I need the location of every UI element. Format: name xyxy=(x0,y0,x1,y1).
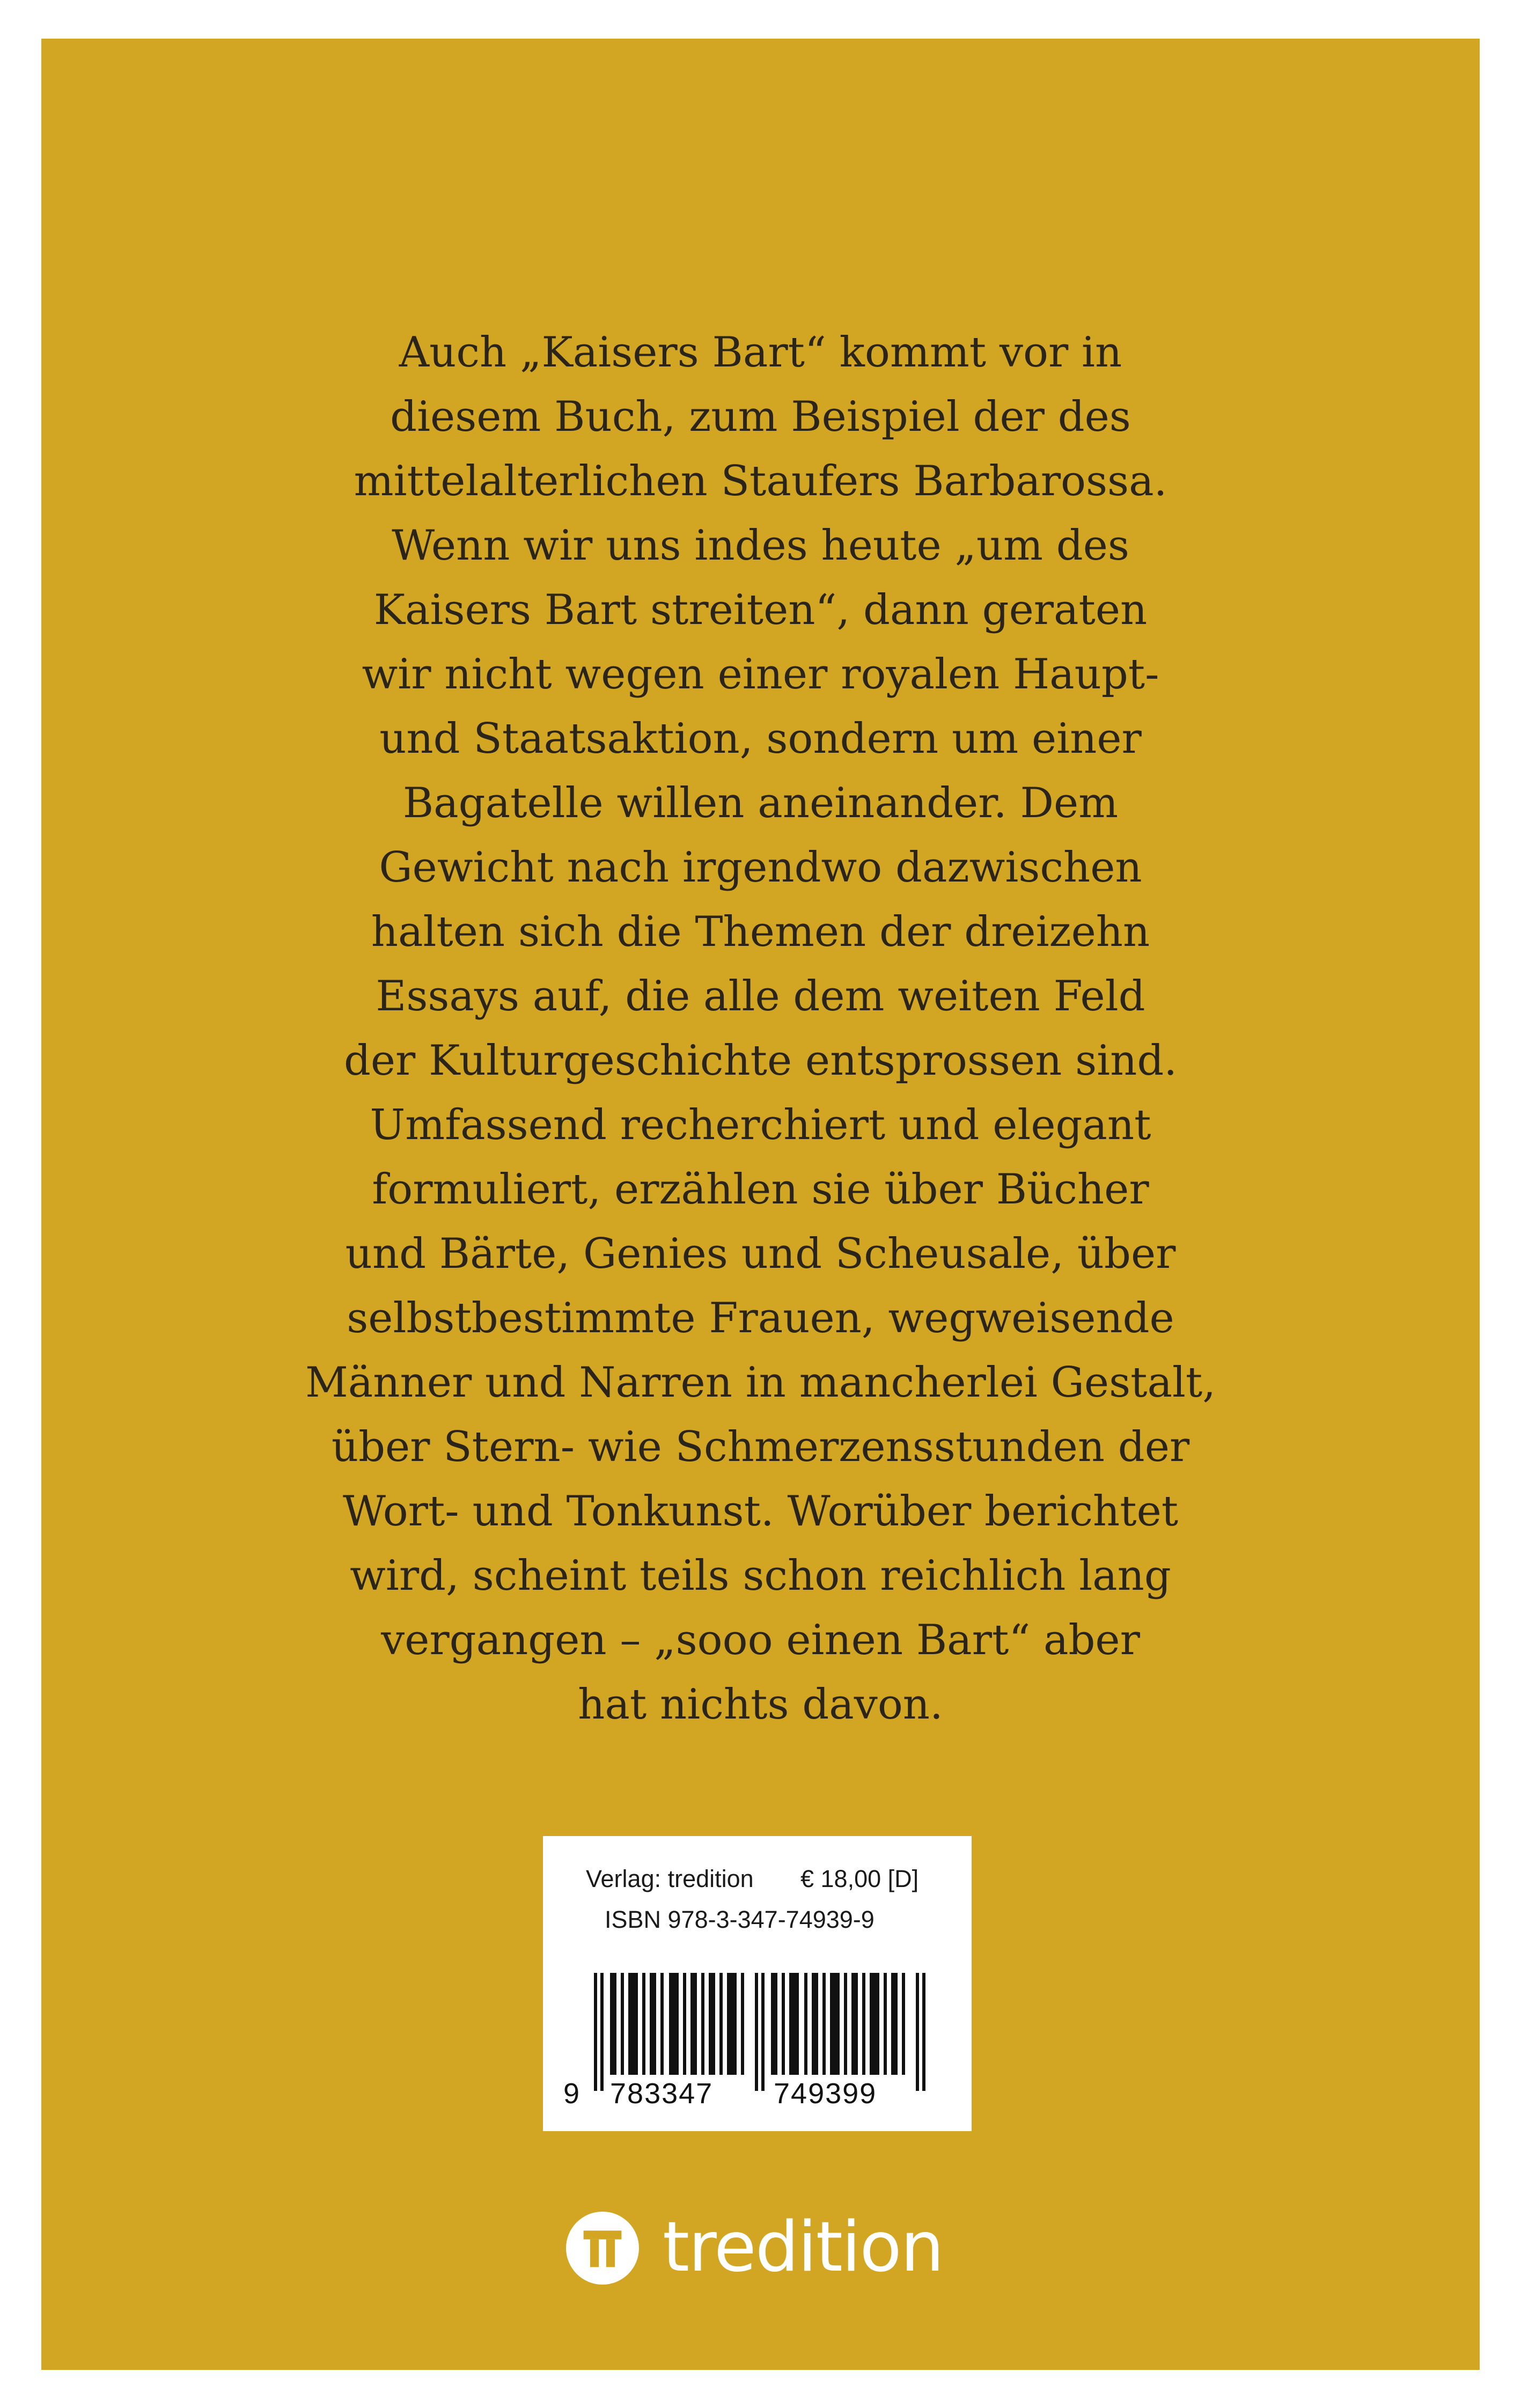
barcode-guard-bar xyxy=(594,1973,597,2091)
blurb-line: und Bärte, Genies und Scheusale, über xyxy=(345,1230,1176,1278)
barcode-bars xyxy=(594,1973,937,2091)
barcode-bar xyxy=(690,1973,697,2075)
barcode-bar xyxy=(683,1973,686,2075)
barcode-bar xyxy=(789,1973,799,2075)
barcode-bar xyxy=(642,1973,645,2075)
blurb-line: wird, scheint teils schon reichlich lang xyxy=(350,1552,1171,1600)
barcode-bar xyxy=(650,1973,656,2075)
isbn-text: ISBN 978-3-347-74939-9 xyxy=(605,1906,875,1933)
barcode-bar xyxy=(782,1973,785,2075)
barcode-bar xyxy=(610,1973,616,2075)
blurb-line: halten sich die Themen der dreizehn xyxy=(371,908,1150,956)
blurb-line: Bagatelle willen aneinander. Dem xyxy=(402,779,1119,827)
blurb-line: Essays auf, die alle dem weiten Feld xyxy=(376,972,1145,1021)
tredition-wordmark: tredition xyxy=(663,2207,943,2287)
barcode-guard-bar xyxy=(761,1973,765,2091)
blurb-line: hat nichts davon. xyxy=(578,1680,943,1729)
blurb-line: Wenn wir uns indes heute „um des xyxy=(392,522,1129,570)
barcode-digits-left: 783347 xyxy=(610,2077,714,2110)
blurb-line: und Staatsaktion, sondern um einer xyxy=(379,715,1142,763)
blurb-line: selbstbestimmte Frauen, wegweisende xyxy=(347,1294,1174,1342)
blurb-line: Umfassend recherchiert und elegant xyxy=(370,1101,1151,1149)
blurb-line: Kaisers Bart streiten“, dann geraten xyxy=(373,586,1148,634)
publisher-text: Verlag: tredition xyxy=(586,1865,754,1892)
blurb-line: mittelalterlichen Staufers Barbarossa. xyxy=(354,457,1167,505)
barcode-label xyxy=(543,1836,972,2131)
barcode-bar xyxy=(902,1973,905,2075)
barcode-guard-bar xyxy=(916,1973,919,2091)
blurb-line: diesem Buch, zum Beispiel der des xyxy=(390,393,1131,441)
barcode-bar xyxy=(709,1973,715,2075)
barcode-bar xyxy=(741,1973,744,2075)
barcode-bar xyxy=(701,1973,704,2075)
barcode-bar xyxy=(822,1973,826,2075)
barcode-digit-lead: 9 xyxy=(563,2077,580,2110)
barcode-bar xyxy=(621,1973,624,2075)
barcode-bar xyxy=(727,1973,737,2075)
blurb-line: Gewicht nach irgendwo dazwischen xyxy=(379,843,1142,892)
barcode-bar xyxy=(862,1973,865,2075)
barcode-bar xyxy=(884,1973,887,2075)
blurb-line: Männer und Narren in mancherlei Gestalt, xyxy=(305,1359,1216,1407)
barcode-bar xyxy=(870,1973,879,2075)
barcode-bar xyxy=(669,1973,679,2075)
barcode-bar xyxy=(844,1973,847,2075)
tredition-logo xyxy=(566,2205,952,2291)
barcode-guard-bar xyxy=(600,1973,604,2091)
barcode-bar xyxy=(851,1973,858,2075)
barcode-bar xyxy=(804,1973,807,2075)
barcode-bar xyxy=(891,1973,898,2075)
tredition-logo-icon xyxy=(566,2212,639,2285)
barcode-bar xyxy=(812,1973,818,2075)
blurb-line: formuliert, erzählen sie über Bücher xyxy=(372,1165,1149,1214)
barcode-guard-bar xyxy=(922,1973,925,2091)
barcode-bar xyxy=(719,1973,723,2075)
blurb-line: über Stern- wie Schmerzensstunden der xyxy=(331,1423,1190,1471)
barcode-bar xyxy=(830,1973,840,2075)
barcode-bar xyxy=(771,1973,777,2075)
barcode-digits-right: 749399 xyxy=(774,2077,877,2110)
blurb-line: wir nicht wegen einer royalen Haupt- xyxy=(362,650,1159,699)
barcode-guard-bar xyxy=(755,1973,758,2091)
blurb-line: vergangen – „sooo einen Bart“ aber xyxy=(381,1616,1140,1664)
blurb-line: Wort- und Tonkunst. Worüber berichtet xyxy=(342,1487,1179,1536)
blurb-line: der Kulturgeschichte entsprossen sind. xyxy=(343,1037,1178,1085)
barcode-bar xyxy=(628,1973,638,2075)
barcode-bar xyxy=(660,1973,664,2075)
blurb-line: Auch „Kaisers Bart“ kommt vor in xyxy=(399,328,1122,377)
price-text: € 18,00 [D] xyxy=(800,1865,919,1892)
